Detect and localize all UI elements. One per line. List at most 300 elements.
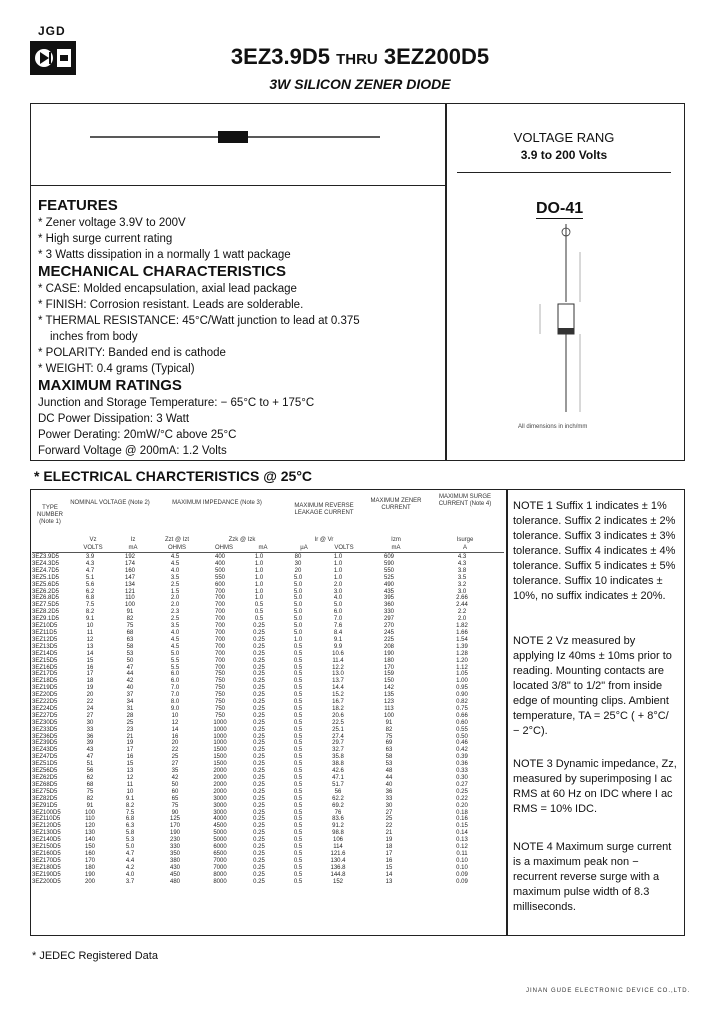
table-cell: 8.4 [333, 629, 343, 636]
table-cell: 134 [124, 581, 135, 588]
table-cell: 0.25 [253, 802, 265, 809]
table-cell: 480 [169, 878, 180, 885]
title-left: 3EZ3.9D5 [230, 44, 330, 69]
package-divider [457, 172, 671, 173]
subhdr-iz: Iz [130, 537, 136, 543]
table-cell: 350 [169, 850, 180, 857]
table-cell: 35.8 [332, 754, 344, 761]
voltage-range-value: 3.9 to 200 Volts [520, 148, 608, 162]
jedec-note: * JEDEC Registered Data [32, 950, 158, 962]
table-cell: 2.66 [456, 595, 468, 602]
table-row [32, 734, 504, 741]
mech-item-4: * POLARITY: Banded end is cathode [38, 347, 226, 359]
table-cell: 245 [383, 629, 394, 636]
table-cell: 3EZ120D5 [32, 823, 61, 830]
table-cell: 48 [385, 768, 393, 775]
table-cell: 700 [214, 609, 225, 616]
table-cell: 5.8 [125, 830, 135, 837]
table-cell: 0.10 [456, 857, 468, 864]
table-cell: 0.55 [456, 726, 468, 733]
table-cell: 3EZ5.1D5 [32, 574, 60, 581]
table-cell: 0.50 [456, 733, 468, 740]
table-cell: 25.1 [332, 726, 344, 733]
table-cell: 6.0 [170, 671, 180, 678]
table-cell: 174 [124, 560, 135, 567]
table-cell: 75 [171, 802, 179, 809]
subhdr-izm: Izm [391, 537, 401, 543]
table-cell: 58 [385, 754, 393, 761]
table-cell: 6.0 [170, 678, 180, 685]
table-cell: 1.0 [254, 581, 264, 588]
table-cell: 75 [126, 623, 134, 630]
table-cell: 63 [126, 636, 134, 643]
ratings-heading: MAXIMUM RATINGS [38, 377, 182, 394]
table-cell: 1500 [213, 754, 227, 761]
table-cell: 0.25 [253, 671, 265, 678]
table-cell: 3000 [213, 802, 227, 809]
table-cell: 3.0 [333, 588, 343, 595]
table-cell: 5.0 [293, 581, 303, 588]
table-cell: 33 [385, 795, 393, 802]
table-cell: 68 [126, 629, 134, 636]
table-cell: 150 [84, 844, 95, 851]
table-cell: 0.30 [456, 775, 468, 781]
hdr-surge: MAXIMUM SURGE CURRENT (Note 4) [438, 494, 492, 507]
table-cell: 12 [86, 636, 94, 643]
table-cell: 42 [171, 775, 179, 781]
table-cell: 17 [385, 850, 393, 857]
table-cell: 44 [126, 671, 134, 678]
table-cell: 0.09 [456, 878, 468, 885]
table-cell: 0.5 [293, 781, 303, 788]
table-cell: 435 [383, 588, 394, 595]
table-cell: 0.5 [293, 726, 303, 733]
note-4: NOTE 4 Maximum surge current is a maximum peak non − recurrent reverse surge with a maximum pulse width of 8.3 milliseconds. [513, 841, 672, 913]
table-cell: 83.6 [332, 816, 344, 823]
table-cell: 3.2 [457, 581, 467, 588]
table-cell: 160 [124, 567, 135, 574]
table-cell: 15 [86, 657, 94, 664]
table-cell: 3EZ100D5 [32, 809, 61, 816]
table-cell: 80 [294, 554, 302, 560]
table-cell: 10.6 [332, 650, 344, 657]
table-cell: 1.0 [333, 567, 343, 574]
table-cell: 62.2 [332, 795, 344, 802]
table-cell: 750 [214, 685, 225, 692]
table-cell: 0.27 [456, 781, 468, 788]
table-cell: 16.7 [332, 699, 344, 706]
unit-izm: mA [391, 545, 401, 551]
table-cell: 5.0 [293, 588, 303, 595]
table-cell: 58 [126, 643, 134, 650]
table-row [32, 671, 504, 678]
table-cell: 65 [171, 795, 179, 802]
table-cell: 3EZ130D5 [32, 830, 61, 837]
unit-izk: mA [258, 545, 268, 551]
table-cell: 25 [385, 816, 393, 823]
diode-drawing [80, 126, 390, 148]
table-cell: 1.00 [456, 678, 468, 685]
table-cell: 5000 [213, 830, 227, 837]
table-cell: 180 [84, 864, 95, 871]
table-cell: 0.5 [293, 857, 303, 864]
table-cell: 22 [171, 747, 179, 754]
table-cell: 4.0 [333, 595, 343, 602]
table-cell: 0.5 [293, 712, 303, 719]
table-cell: 40 [385, 781, 393, 788]
table-row [32, 727, 504, 734]
table-cell: 9.1 [85, 616, 95, 623]
table-cell: 430 [169, 864, 180, 871]
table-cell: 82 [86, 795, 94, 802]
table-cell: 3EZ150D5 [32, 844, 61, 851]
table-cell: 22.5 [332, 719, 344, 726]
table-cell: 330 [383, 609, 394, 616]
table-cell: 1.66 [456, 629, 468, 636]
table-row [32, 816, 504, 823]
table-cell: 28 [126, 712, 134, 719]
table-cell: 0.25 [253, 719, 265, 726]
table-cell: 121.6 [330, 850, 346, 857]
table-cell: 3EZ30D5 [32, 719, 58, 726]
table-cell: 4.0 [125, 871, 135, 878]
table-cell: 0.10 [456, 864, 468, 871]
electrical-heading: * ELECTRICAL CHARCTERISTICS @ 25°C [34, 468, 313, 484]
table-cell: 3.5 [457, 574, 467, 581]
table-cell: 69.2 [332, 802, 344, 809]
table-cell: 170 [84, 857, 95, 864]
table-cell: 3EZ180D5 [32, 864, 61, 871]
table-cell: 1.0 [254, 554, 264, 560]
table-cell: 0.25 [253, 795, 265, 802]
features-divider [30, 185, 445, 186]
table-cell: 500 [214, 567, 225, 574]
table-cell: 7.0 [170, 685, 180, 692]
table-cell: 1.12 [456, 664, 468, 671]
table-row [32, 740, 504, 747]
table-cell: 100 [124, 602, 135, 609]
table-cell: 0.5 [254, 602, 264, 609]
table-cell: 32.7 [332, 747, 344, 754]
table-cell: 13.7 [332, 678, 344, 685]
table-cell: 51 [86, 761, 94, 768]
table-cell: 2000 [213, 788, 227, 795]
table-cell: 20 [294, 567, 302, 574]
table-cell: 110 [125, 595, 135, 602]
table-cell: 8.2 [85, 609, 95, 616]
table-cell: 4.0 [170, 629, 180, 636]
table-cell: 0.15 [456, 823, 468, 830]
table-cell: 700 [214, 588, 225, 595]
table-cell: 136.8 [330, 864, 346, 871]
table-cell: 3EZ3.9D5 [32, 554, 60, 560]
hdr-zener-current: MAXIMUM ZENER CURRENT [370, 498, 422, 511]
table-cell: 6000 [213, 844, 227, 851]
table-row [32, 561, 504, 568]
rating-item-1: Junction and Storage Temperature: − 65°C to + 175°C [38, 397, 315, 409]
mech-item-3: * THERMAL RESISTANCE: 45°C/Watt junction to lead at 0.375 [38, 315, 360, 327]
table-cell: 7.0 [170, 692, 180, 699]
table-cell: 0.25 [253, 775, 265, 781]
table-cell: 4.3 [457, 554, 467, 560]
unit-vr: VOLTS [334, 545, 354, 551]
table-cell: 42 [126, 678, 134, 685]
table-cell: 0.25 [253, 657, 265, 664]
table-cell: 3EZ39D5 [32, 740, 58, 747]
table-cell: 3.9 [85, 554, 95, 560]
unit-zzk: OHMS [215, 545, 233, 551]
table-cell: 0.5 [293, 685, 303, 692]
table-cell: 0.25 [253, 705, 265, 712]
table-cell: 13.0 [332, 671, 344, 678]
table-cell: 2.5 [170, 581, 180, 588]
table-cell: 3.8 [457, 567, 467, 574]
table-cell: 0.95 [456, 685, 468, 692]
table-cell: 0.5 [293, 761, 303, 768]
table-row [32, 602, 504, 609]
table-cell: 0.25 [253, 850, 265, 857]
table-cell: 180 [383, 657, 394, 664]
table-cell: 27 [86, 712, 94, 719]
table-cell: 9.0 [170, 705, 180, 712]
table-cell: 0.5 [293, 699, 303, 706]
table-cell: 3EZ14D5 [32, 650, 58, 657]
table-cell: 700 [214, 650, 225, 657]
table-row [32, 865, 504, 872]
table-cell: 144.8 [330, 871, 346, 878]
table-cell: 56 [86, 768, 94, 775]
table-cell: 3.5 [170, 623, 180, 630]
table-cell: 2.5 [170, 616, 180, 623]
unit-iz: mA [128, 545, 138, 551]
table-cell: 0.90 [456, 692, 468, 699]
table-cell: 8000 [213, 878, 227, 885]
table-cell: 1.28 [456, 650, 468, 657]
table-cell: 140 [84, 837, 95, 844]
table-cell: 0.25 [253, 685, 265, 692]
table-cell: 6.8 [125, 816, 135, 823]
table-cell: 91 [126, 609, 134, 616]
table-cell: 68 [86, 781, 94, 788]
table-cell: 1000 [213, 740, 227, 747]
table-cell: 31 [126, 705, 134, 712]
table-cell: 600 [214, 581, 225, 588]
table-cell: 0.5 [293, 768, 303, 775]
table-cell: 1.0 [293, 636, 303, 643]
table-cell: 13 [126, 768, 134, 775]
table-cell: 0.09 [456, 871, 468, 878]
table-cell: 0.25 [253, 747, 265, 754]
subhdr-ir: Ir @ Vr [314, 537, 334, 543]
table-cell: 21 [126, 733, 134, 740]
table-cell: 76 [334, 809, 342, 816]
table-cell: 3EZ68D5 [32, 781, 58, 788]
table-cell: 56 [334, 788, 342, 795]
table-row [32, 782, 504, 789]
hdr-nominal: NOMINAL VOLTAGE (Note 2) [70, 500, 150, 506]
table-cell: 3EZ12D5 [32, 636, 58, 643]
package-name: DO-41 [536, 200, 584, 217]
table-cell: 50 [126, 657, 134, 664]
table-cell: 27 [171, 761, 179, 768]
table-cell: 700 [214, 657, 225, 664]
table-cell: 490 [383, 581, 394, 588]
table-cell: 0.12 [456, 844, 468, 851]
table-cell: 0.5 [293, 816, 303, 823]
table-cell: 2.0 [457, 616, 467, 623]
table-header-rule [32, 552, 504, 553]
table-cell: 8000 [213, 871, 227, 878]
table-cell: 0.5 [293, 754, 303, 761]
table-cell: 75 [385, 733, 393, 740]
table-row [32, 713, 504, 720]
table-row [32, 810, 504, 817]
table-cell: 3000 [213, 795, 227, 802]
table-cell: 106 [332, 837, 343, 844]
table-cell: 5.0 [125, 844, 135, 851]
table-row [32, 789, 504, 796]
table-cell: 22 [86, 699, 94, 706]
table-cell: 33 [86, 726, 94, 733]
table-cell: 14 [171, 726, 179, 733]
table-cell: 23 [126, 726, 134, 733]
table-cell: 130 [84, 830, 95, 837]
table-cell: 700 [214, 636, 225, 643]
table-row [32, 803, 504, 810]
table-cell: 3EZ82D5 [32, 795, 58, 802]
table-cell: 16 [171, 733, 179, 740]
table-cell: 0.25 [253, 643, 265, 650]
table-row [32, 775, 504, 782]
table-cell: 170 [169, 823, 180, 830]
table-cell: 100 [383, 712, 394, 719]
table-cell: 297 [383, 616, 394, 623]
table-cell: 82 [126, 616, 134, 623]
table-row [32, 872, 504, 879]
table-cell: 18.2 [332, 705, 344, 712]
table-cell: 34 [126, 699, 134, 706]
table-cell: 75 [86, 788, 94, 795]
table-cell: 14.4 [332, 685, 344, 692]
table-row [32, 568, 504, 575]
table-cell: 3EZ24D5 [32, 705, 58, 712]
hdr-type: TYPE NUMBER (Note 1) [36, 505, 63, 525]
table-cell: 38.8 [332, 761, 344, 768]
feature-item-1: * Zener voltage 3.9V to 200V [38, 217, 186, 229]
table-cell: 0.25 [253, 837, 265, 844]
table-cell: 0.5 [293, 671, 303, 678]
table-cell: 18 [86, 678, 94, 685]
table-cell: 0.5 [293, 871, 303, 878]
table-cell: 1.05 [456, 671, 468, 678]
table-cell: 25 [171, 754, 179, 761]
table-cell: 17 [86, 671, 94, 678]
table-cell: 53 [126, 650, 134, 657]
table-cell: 5000 [213, 837, 227, 844]
table-cell: 120 [84, 823, 95, 830]
table-cell: 700 [214, 602, 225, 609]
table-cell: 0.5 [293, 775, 303, 781]
table-cell: 0.25 [253, 754, 265, 761]
table-cell: 11 [86, 629, 94, 636]
table-cell: 0.5 [293, 678, 303, 685]
table-cell: 550 [214, 574, 225, 581]
table-cell: 22 [385, 823, 393, 830]
note-2: NOTE 2 Vz measured by applying Iz 40ms ± 10ms prior to reading. Mounting contacts are located 3/8" to 1/2" from inside edge of mounting clips. Ambient temperature, TA = 25°C ( + 8°C/ − 2°C). [513, 635, 672, 737]
table-cell: 123 [383, 699, 394, 706]
table-cell: 5.3 [125, 837, 135, 844]
table-cell: 36 [86, 733, 94, 740]
table-cell: 2.0 [170, 602, 180, 609]
table-cell: 3EZ17D5 [32, 671, 58, 678]
table-cell: 0.25 [253, 788, 265, 795]
table-cell: 3EZ6.8D5 [32, 595, 60, 602]
table-cell: 0.11 [456, 850, 468, 857]
table-cell: 5.0 [170, 650, 180, 657]
table-cell: 3EZ6.2D5 [32, 588, 60, 595]
table-cell: 17 [126, 747, 134, 754]
table-cell: 4.7 [85, 567, 95, 574]
table-row [32, 575, 504, 582]
table-cell: 3EZ9.1D5 [32, 616, 60, 623]
table-cell: 0.39 [456, 754, 468, 761]
table-row [32, 720, 504, 727]
mechanical-heading: MECHANICAL CHARACTERISTICS [38, 263, 287, 280]
table-cell: 42.6 [332, 768, 344, 775]
table-cell: 0.5 [293, 830, 303, 837]
table-cell: 0.5 [293, 657, 303, 664]
table-cell: 0.5 [293, 809, 303, 816]
package-outline-drawing [520, 222, 620, 422]
table-cell: 0.14 [456, 830, 468, 837]
table-row [32, 644, 504, 651]
table-cell: 27.4 [332, 733, 344, 740]
table-cell: 3EZ10D5 [32, 623, 58, 630]
table-cell: 0.25 [253, 878, 265, 885]
table-cell: 4.3 [85, 560, 95, 567]
table-cell: 21 [385, 830, 393, 837]
rating-item-4: Forward Voltage @ 200mA: 1.2 Volts [38, 445, 227, 457]
table-cell: 11.4 [332, 657, 344, 664]
table-cell: 3EZ11D5 [32, 629, 57, 636]
table-cell: 225 [383, 636, 394, 643]
table-cell: 0.25 [253, 823, 265, 830]
table-row [32, 630, 504, 637]
table-cell: 1.0 [333, 554, 343, 560]
table-cell: 3EZ27D5 [32, 712, 58, 719]
table-cell: 0.5 [293, 837, 303, 844]
table-cell: 60 [171, 788, 179, 795]
table-row [32, 685, 504, 692]
table-cell: 1000 [213, 726, 227, 733]
table-cell: 192 [124, 554, 135, 560]
table-cell: 91 [385, 719, 393, 726]
table-cell: 5.0 [293, 574, 303, 581]
table-cell: 750 [214, 692, 225, 699]
table-cell: 3EZ4.3D5 [32, 560, 60, 567]
unit-isurge: A [462, 545, 467, 551]
electrical-table [32, 554, 504, 886]
table-cell: 90 [171, 809, 179, 816]
table-cell: 1.0 [254, 588, 264, 595]
table-cell: 91 [86, 802, 94, 809]
table-cell: 0.5 [293, 864, 303, 871]
table-cell: 113 [384, 705, 394, 712]
table-cell: 160 [84, 850, 95, 857]
table-cell: 2.44 [456, 602, 468, 609]
table-cell: 50 [171, 781, 179, 788]
table-row [32, 623, 504, 630]
